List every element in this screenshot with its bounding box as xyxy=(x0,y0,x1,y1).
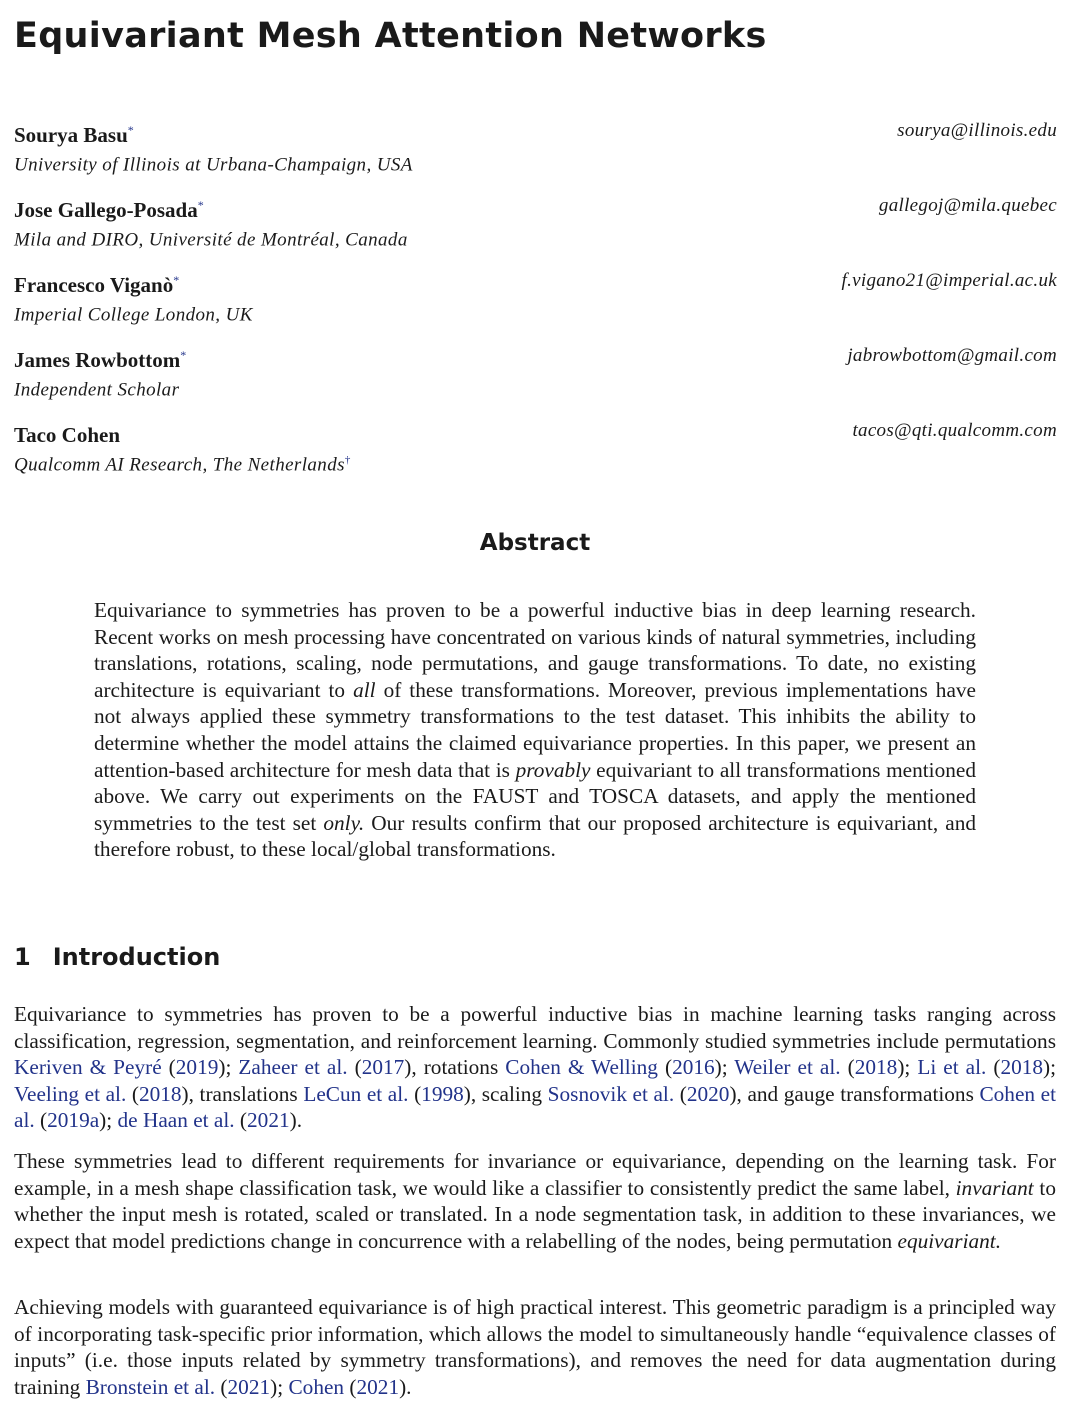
equal-contribution-mark: * xyxy=(173,273,180,287)
text-run: ( xyxy=(234,1108,248,1133)
text-run: ); xyxy=(1043,1055,1057,1080)
text-run: ( xyxy=(986,1055,1001,1080)
author-name-text: Francesco Viganò xyxy=(14,273,174,297)
text-run: ( xyxy=(215,1374,228,1399)
author-email[interactable]: jabrowbottom@gmail.com xyxy=(847,345,1057,366)
affiliation-text: Imperial College London, UK xyxy=(14,304,253,326)
intro-paragraph-1 xyxy=(14,1001,1056,1134)
text-run: ), scaling xyxy=(463,1081,548,1106)
text-run: to whether the input mesh is rotated, scaled or translated. In a node segmentation task, in addition to these invariances, we expect that model predictions change in concurrence with a relabelling of the nodes, being permutation xyxy=(14,1175,1056,1253)
text-run: ( xyxy=(347,1055,362,1080)
author-name-text: James Rowbottom xyxy=(14,348,181,372)
text-run: equivariant to all transformations mentioned above. We carry out experiments on the FAUST and TOSCA datasets, and apply the mentioned symmetries to the test set xyxy=(94,757,976,835)
citation-link[interactable]: 2017 xyxy=(361,1055,405,1080)
author-affiliation xyxy=(14,447,1057,478)
text-run: ( xyxy=(34,1108,48,1133)
citation-link[interactable]: 2021 xyxy=(247,1108,290,1133)
text-run: ). xyxy=(399,1374,412,1399)
citation-link[interactable]: Cohen et al. xyxy=(14,1081,1057,1133)
intro-paragraph-2 xyxy=(14,1148,1056,1254)
author-email[interactable]: f.vigano21@imperial.ac.uk xyxy=(841,270,1057,291)
affiliation-text: Mila and DIRO, Université de Montréal, Canada xyxy=(14,229,408,251)
text-run: ); xyxy=(218,1055,239,1080)
author-block xyxy=(14,343,1057,403)
affiliation-text: Qualcomm AI Research, The Netherlands xyxy=(14,454,345,476)
author-name-text: Jose Gallego-Posada xyxy=(14,198,198,222)
emphasis-text: invariant xyxy=(955,1175,1034,1200)
equal-contribution-mark: * xyxy=(180,348,187,362)
emphasis-text: provably xyxy=(515,757,591,782)
section-title: Introduction xyxy=(52,943,221,971)
emphasis-text: all xyxy=(353,677,376,702)
author-email[interactable]: sourya@illinois.edu xyxy=(897,120,1057,141)
affiliation-text: Independent Scholar xyxy=(14,379,180,401)
text-run: ), and gauge transformations xyxy=(729,1081,980,1106)
emphasis-text: equivariant. xyxy=(897,1228,1002,1253)
author-email[interactable]: tacos@qti.qualcomm.com xyxy=(852,420,1057,441)
text-run: ( xyxy=(657,1055,673,1080)
citation-link[interactable]: 2016 xyxy=(672,1055,715,1080)
text-run: ( xyxy=(344,1374,357,1399)
citation-link[interactable]: de Haan et al. xyxy=(117,1108,235,1133)
text-run: ); xyxy=(897,1055,918,1080)
paper-title: Equivariant Mesh Attention Networks xyxy=(14,16,767,56)
text-run: ); xyxy=(99,1108,118,1133)
author-affiliation xyxy=(14,222,1057,253)
author-affiliation xyxy=(14,297,1057,328)
abstract-text xyxy=(94,597,976,863)
text-run: ), translations xyxy=(181,1081,304,1106)
citation-link[interactable]: 2018 xyxy=(138,1081,182,1106)
text-run: ). xyxy=(289,1108,303,1133)
citation-link[interactable]: 1998 xyxy=(421,1081,464,1106)
citation-link[interactable]: Veeling et al. xyxy=(14,1081,127,1106)
citation-link[interactable]: Cohen & Welling xyxy=(505,1055,658,1080)
text-run: ( xyxy=(126,1081,139,1106)
citation-link[interactable]: Sosnovik et al. xyxy=(547,1081,675,1106)
affiliation-text: University of Illinois at Urbana-Champaign, USA xyxy=(14,154,413,176)
citation-link[interactable]: Keriven & Peyré xyxy=(14,1055,162,1080)
text-run: ( xyxy=(161,1055,176,1080)
citation-link[interactable]: Zaheer et al. xyxy=(238,1055,348,1080)
text-run: ), rotations xyxy=(404,1055,506,1080)
abstract-heading: Abstract xyxy=(479,530,591,556)
text-run: ); xyxy=(714,1055,735,1080)
intro-paragraph-3 xyxy=(14,1294,1056,1400)
citation-link[interactable]: 2020 xyxy=(686,1081,730,1106)
citation-link[interactable]: Weiler et al. xyxy=(734,1055,841,1080)
author-email[interactable]: gallegoj@mila.quebec xyxy=(878,195,1057,216)
author-block xyxy=(14,268,1057,328)
author-block xyxy=(14,418,1057,478)
text-run: Our results confirm that our proposed architecture is equivariant, and therefore robust, to these local/global transformations. xyxy=(94,810,976,862)
text-run: ); xyxy=(270,1374,289,1399)
author-name-text: Taco Cohen xyxy=(14,423,120,447)
citation-link[interactable]: 2018 xyxy=(1000,1055,1044,1080)
section-heading-introduction xyxy=(14,943,220,971)
text-run: Equivariance to symmetries has proven to be a powerful inductive bias in machine learning tasks ranging across classification, regression, segmentation, and reinforcement learning. Commonly studied symmetries include permutations xyxy=(14,1002,1056,1053)
citation-link[interactable]: 2018 xyxy=(854,1055,898,1080)
text-run: These symmetries lead to different requirements for invariance or equivariance, depending on the learning task. For example, in a mesh shape classification task, we would like a classifier to consistently predict the same label, xyxy=(14,1149,1056,1200)
citation-link[interactable]: 2021 xyxy=(227,1374,271,1399)
citation-link[interactable]: Bronstein et al. xyxy=(85,1374,216,1399)
text-run: of these transformations. Moreover, previous implementations have not always applied these symmetry transformations to the test dataset. This inhibits the ability to determine whether the model attains the claimed equivariance properties. In this paper, we present an attention-based architecture for mesh data that is xyxy=(94,677,977,782)
section-number: 1 xyxy=(14,943,31,971)
citation-link[interactable]: 2021 xyxy=(356,1374,400,1399)
author-name-text: Sourya Basu xyxy=(14,123,128,147)
citation-link[interactable]: LeCun et al. xyxy=(303,1081,409,1106)
text-run: Equivariance to symmetries has proven to be a powerful inductive bias in deep learning research. Recent works on mesh processing have concentrated on various kinds of natural symmetries, including translations, rotations, scaling, node permutations, and gauge transformations. To date, no existing architecture is equivariant to xyxy=(94,598,976,702)
text-run: ( xyxy=(674,1081,687,1106)
text-run: Achieving models with guaranteed equivariance is of high practical interest. This geometric paradigm is a principled way of incorporating task-specific prior information, which allows the model to simultaneously handle “equivalence classes of inputs” (i.e. those inputs related by symmetry transformations), and removes the need for data augmentation during training xyxy=(14,1295,1056,1399)
footnote-mark[interactable]: † xyxy=(344,454,351,466)
author-block xyxy=(14,118,1057,178)
citation-link[interactable]: Li et al. xyxy=(917,1055,987,1080)
equal-contribution-mark: * xyxy=(197,198,204,212)
citation-link[interactable]: 2019 xyxy=(175,1055,219,1080)
author-affiliation xyxy=(14,372,1057,403)
emphasis-text: only. xyxy=(323,810,365,835)
citation-link[interactable]: 2019a xyxy=(47,1108,100,1133)
text-run: ( xyxy=(840,1055,855,1080)
equal-contribution-mark: * xyxy=(127,123,134,137)
text-run: ( xyxy=(408,1081,422,1106)
author-affiliation xyxy=(14,147,1057,178)
author-block xyxy=(14,193,1057,253)
citation-link[interactable]: Cohen xyxy=(288,1374,345,1399)
